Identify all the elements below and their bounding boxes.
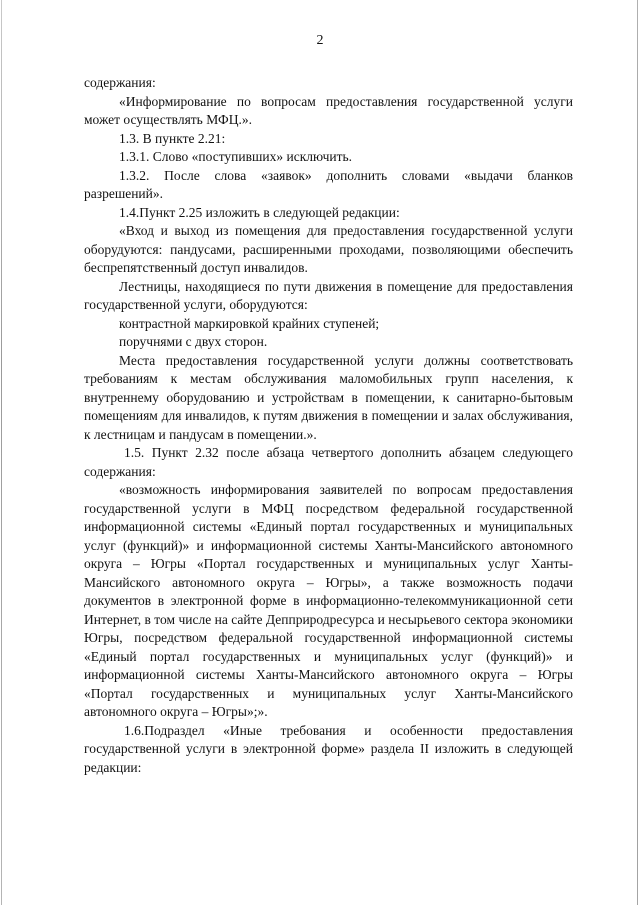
- paragraph-quote-informing: «Информирование по вопросам предоставления государственной услуги может осуществлять МФЦ.».: [84, 93, 573, 127]
- paragraph-possibility: «возможность информирования заявителей по вопросам предоставления государственной услуги в МФЦ посредством федеральной государственной информационной системы «Единый портал государственных и муниципальных услуг (функций)» и информационной системы Ханты-Мансийского автономного округа – Югры «Портал государственных и муниципальных услуг Ханты-Мансийского автономного округа – Югры», а также возможность подачи документов в электронной форме в информационно-телекоммуникационной сети Интернет, в том числе на сайте Депприродресурса и несырьевого сектора экономики Югры, посредством федеральной государственной информационной системы «Единый портал государственных и муниципальных услуг (функций)» и информационной системы Ханты-Мансийского автономного округа – Югры «Портал государственных и муниципальных услуг Ханты-Мансийского автономного округа – Югры»;».: [84, 482, 573, 719]
- scan-edge-left: [1, 0, 2, 905]
- paragraph-handrails: поручнями с двух сторон.: [119, 334, 268, 349]
- scan-edge-right: [637, 0, 638, 905]
- paragraph-item-1-5: 1.5. Пункт 2.32 после абзаца четвертого дополнить абзацем следующего содержания:: [84, 445, 573, 479]
- paragraph-stairs: Лестницы, находящиеся по пути движения в помещение для предоставления государственной услуги, оборудуются:: [84, 278, 573, 312]
- paragraph-places: Места предоставления государственной услуги должны соответствовать требованиям к местам обслуживания маломобильных групп населения, к внутреннему оборудованию и устройствам в помещении, к санитарно-бытовым помещениям для инвалидов, к путям движения в помещении и залах обслуживания, к лестницам и пандусам в помещении.».: [84, 352, 573, 442]
- paragraph-item-1-4: 1.4.Пункт 2.25 изложить в следующей редакции:: [119, 204, 400, 220]
- paragraph-marking: контрастной маркировкой крайних ступеней;: [119, 315, 380, 331]
- paragraph-item-1-6: 1.6.Подраздел «Иные требования и особенности предоставления государственной услуги в электронной форме» раздела II изложить в следующей редакции:: [84, 722, 573, 775]
- paragraph-item-1-3-2: 1.3.2. После слова «заявок» дополнить словами «выдачи бланков разрешений».: [84, 167, 573, 201]
- page-number: 2: [316, 33, 324, 48]
- paragraph-item-1-3: 1.3. В пункте 2.21:: [119, 130, 226, 146]
- paragraph-continuation: содержания:: [84, 75, 156, 90]
- document-body: [84, 74, 573, 777]
- paragraph-entrance: «Вход и выход из помещения для предоставления государственной услуги оборудуются: пандусами, расширенными проходами, позволяющими обеспечить беспрепятственный доступ инвалидов.: [84, 223, 573, 275]
- paragraph-item-1-3-1: 1.3.1. Слово «поступивших» исключить.: [119, 149, 353, 164]
